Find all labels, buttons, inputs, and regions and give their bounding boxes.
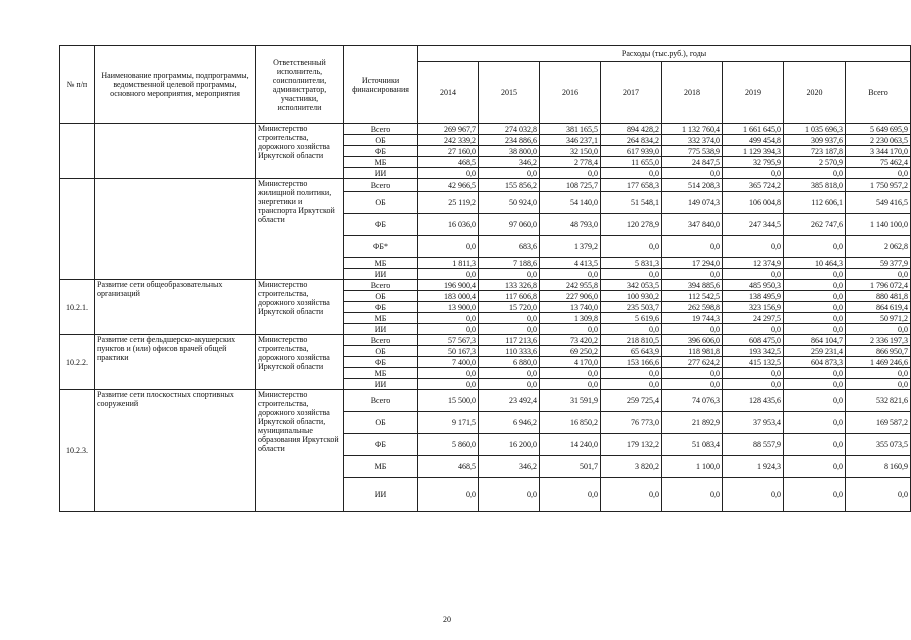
- amount-year: 0,0: [540, 478, 601, 512]
- amount-year: 149 074,3: [662, 192, 723, 214]
- amount-year: 50 167,3: [418, 346, 479, 357]
- funding-source: ИИ: [344, 478, 418, 512]
- amount-year: 259 231,4: [784, 346, 846, 357]
- amount-total: 1 469 246,6: [846, 357, 911, 368]
- amount-total: 2 062,8: [846, 236, 911, 258]
- table-row: [60, 335, 911, 346]
- amount-total: 1 750 957,2: [846, 179, 911, 192]
- amount-year: 117 606,8: [479, 291, 540, 302]
- amount-year: 1 132 760,4: [662, 124, 723, 135]
- amount-year: 0,0: [784, 236, 846, 258]
- amount-year: 332 374,0: [662, 135, 723, 146]
- amount-year: 0,0: [784, 390, 846, 412]
- program-name: Развитие сети фельдшерско-акушерских пунктов и (или) офисов врачей общей практики: [95, 335, 256, 390]
- amount-year: 394 885,6: [662, 280, 723, 291]
- amount-year: 97 060,0: [479, 214, 540, 236]
- amount-year: 0,0: [662, 236, 723, 258]
- amount-year: 501,7: [540, 456, 601, 478]
- amount-total: 5 649 695,9: [846, 124, 911, 135]
- amount-total: 0,0: [846, 324, 911, 335]
- funding-source: ОБ: [344, 291, 418, 302]
- program-name: [95, 179, 256, 280]
- amount-year: 100 930,2: [601, 291, 662, 302]
- amount-year: 617 939,0: [601, 146, 662, 157]
- amount-year: 24 847,5: [662, 157, 723, 168]
- header-year: 2016: [540, 62, 601, 124]
- funding-source: ИИ: [344, 379, 418, 390]
- amount-year: 864 104,7: [784, 335, 846, 346]
- funding-source: МБ: [344, 157, 418, 168]
- amount-total: 8 160,9: [846, 456, 911, 478]
- amount-year: 0,0: [418, 313, 479, 324]
- amount-year: 0,0: [540, 269, 601, 280]
- amount-year: 262 747,6: [784, 214, 846, 236]
- amount-year: 262 598,8: [662, 302, 723, 313]
- amount-year: 499 454,8: [723, 135, 784, 146]
- funding-source: ФБ: [344, 214, 418, 236]
- funding-source: Всего: [344, 280, 418, 291]
- amount-year: 242 955,8: [540, 280, 601, 291]
- amount-year: 57 567,3: [418, 335, 479, 346]
- amount-year: 1 035 696,3: [784, 124, 846, 135]
- amount-year: 7 400,0: [418, 357, 479, 368]
- amount-year: 396 606,0: [662, 335, 723, 346]
- amount-year: 0,0: [784, 478, 846, 512]
- amount-year: 0,0: [601, 269, 662, 280]
- amount-year: 0,0: [418, 478, 479, 512]
- amount-year: 894 428,2: [601, 124, 662, 135]
- amount-year: 468,5: [418, 456, 479, 478]
- amount-year: 15 500,0: [418, 390, 479, 412]
- budget-table: [59, 45, 911, 512]
- table-body: [60, 124, 911, 512]
- amount-year: 0,0: [479, 478, 540, 512]
- amount-year: 16 036,0: [418, 214, 479, 236]
- amount-year: 16 200,0: [479, 434, 540, 456]
- amount-year: 73 420,2: [540, 335, 601, 346]
- amount-year: 775 538,9: [662, 146, 723, 157]
- amount-year: 1 661 645,0: [723, 124, 784, 135]
- header-program-name: Наименование программы, подпрограммы, ведомственной целевой программы, основного мероприятия, мероприятия: [95, 46, 256, 124]
- amount-year: 0,0: [601, 478, 662, 512]
- amount-year: 16 850,2: [540, 412, 601, 434]
- amount-year: 112 606,1: [784, 192, 846, 214]
- amount-year: 7 188,6: [479, 258, 540, 269]
- amount-year: 309 937,6: [784, 135, 846, 146]
- amount-year: 0,0: [723, 478, 784, 512]
- amount-year: 242 339,2: [418, 135, 479, 146]
- amount-year: 2 778,4: [540, 157, 601, 168]
- amount-year: 133 326,8: [479, 280, 540, 291]
- header-year: 2020: [784, 62, 846, 124]
- amount-year: 0,0: [662, 324, 723, 335]
- amount-year: 19 744,3: [662, 313, 723, 324]
- amount-year: 42 966,5: [418, 179, 479, 192]
- header-total: Всего: [846, 62, 911, 124]
- amount-year: 5 831,3: [601, 258, 662, 269]
- amount-year: 385 818,0: [784, 179, 846, 192]
- amount-year: 0,0: [479, 379, 540, 390]
- amount-year: 0,0: [784, 313, 846, 324]
- amount-year: 342 053,5: [601, 280, 662, 291]
- amount-year: 32 795,9: [723, 157, 784, 168]
- amount-total: 1 140 100,0: [846, 214, 911, 236]
- amount-year: 1 924,3: [723, 456, 784, 478]
- amount-year: 1 129 394,3: [723, 146, 784, 157]
- amount-year: 0,0: [784, 291, 846, 302]
- amount-year: 0,0: [601, 324, 662, 335]
- amount-year: 9 171,5: [418, 412, 479, 434]
- funding-source: ИИ: [344, 269, 418, 280]
- amount-year: 13 900,0: [418, 302, 479, 313]
- amount-year: 1 811,3: [418, 258, 479, 269]
- amount-year: 193 342,5: [723, 346, 784, 357]
- amount-year: 0,0: [418, 269, 479, 280]
- item-number: 10.2.3.: [60, 390, 95, 512]
- amount-year: 4 170,0: [540, 357, 601, 368]
- amount-year: 227 906,0: [540, 291, 601, 302]
- amount-year: 0,0: [479, 269, 540, 280]
- amount-year: 51 083,4: [662, 434, 723, 456]
- header-year: 2015: [479, 62, 540, 124]
- amount-year: 0,0: [540, 368, 601, 379]
- amount-year: 381 165,5: [540, 124, 601, 135]
- amount-year: 235 503,7: [601, 302, 662, 313]
- amount-year: 0,0: [662, 368, 723, 379]
- amount-year: 25 119,2: [418, 192, 479, 214]
- amount-year: 0,0: [601, 168, 662, 179]
- program-name: Развитие сети общеобразовательных организаций: [95, 280, 256, 335]
- responsible-executor: Министерство жилищной политики, энергетики и транспорта Иркутской области: [256, 179, 344, 280]
- item-number: 10.2.2.: [60, 335, 95, 390]
- header-funding-source: Источники финансирования: [344, 46, 418, 124]
- amount-year: 37 953,4: [723, 412, 784, 434]
- amount-total: 2 230 063,5: [846, 135, 911, 146]
- amount-year: 608 475,0: [723, 335, 784, 346]
- amount-total: 2 336 197,3: [846, 335, 911, 346]
- amount-year: 274 032,8: [479, 124, 540, 135]
- amount-year: 485 950,3: [723, 280, 784, 291]
- amount-year: 31 591,9: [540, 390, 601, 412]
- funding-source: ИИ: [344, 168, 418, 179]
- amount-year: 0,0: [418, 324, 479, 335]
- amount-year: 0,0: [784, 269, 846, 280]
- amount-year: 10 464,3: [784, 258, 846, 269]
- funding-source: Всего: [344, 335, 418, 346]
- amount-year: 346 237,1: [540, 135, 601, 146]
- amount-year: 415 132,5: [723, 357, 784, 368]
- amount-year: 6 946,2: [479, 412, 540, 434]
- amount-year: 0,0: [723, 368, 784, 379]
- amount-year: 196 900,4: [418, 280, 479, 291]
- amount-total: 75 462,4: [846, 157, 911, 168]
- amount-year: 21 892,9: [662, 412, 723, 434]
- amount-year: 269 967,7: [418, 124, 479, 135]
- amount-year: 264 834,2: [601, 135, 662, 146]
- amount-year: 0,0: [479, 368, 540, 379]
- amount-year: 0,0: [784, 456, 846, 478]
- funding-source: Всего: [344, 124, 418, 135]
- amount-year: 27 160,0: [418, 146, 479, 157]
- funding-source: ФБ: [344, 434, 418, 456]
- amount-year: 179 132,2: [601, 434, 662, 456]
- header-expenses: Расходы (тыс.руб.), годы: [418, 46, 911, 62]
- amount-total: 1 796 072,4: [846, 280, 911, 291]
- amount-year: 0,0: [784, 368, 846, 379]
- page-number: 20: [443, 615, 451, 624]
- amount-year: 683,6: [479, 236, 540, 258]
- responsible-executor: Министерство строительства, дорожного хозяйства Иркутской области, муниципальные образования Иркутской области: [256, 390, 344, 512]
- amount-year: 15 720,0: [479, 302, 540, 313]
- amount-year: 2 570,9: [784, 157, 846, 168]
- amount-year: 108 725,7: [540, 179, 601, 192]
- amount-year: 0,0: [540, 379, 601, 390]
- funding-source: ОБ: [344, 346, 418, 357]
- amount-year: 365 724,2: [723, 179, 784, 192]
- amount-year: 3 820,2: [601, 456, 662, 478]
- table-row: [60, 390, 911, 412]
- amount-year: 117 213,6: [479, 335, 540, 346]
- amount-total: 0,0: [846, 478, 911, 512]
- amount-year: 234 886,6: [479, 135, 540, 146]
- amount-year: 106 004,8: [723, 192, 784, 214]
- amount-year: 0,0: [479, 313, 540, 324]
- amount-year: 514 208,3: [662, 179, 723, 192]
- program-name: [95, 124, 256, 179]
- amount-year: 0,0: [662, 269, 723, 280]
- amount-total: 0,0: [846, 269, 911, 280]
- amount-year: 6 880,0: [479, 357, 540, 368]
- item-number: [60, 179, 95, 280]
- amount-year: 323 156,9: [723, 302, 784, 313]
- amount-year: 13 740,0: [540, 302, 601, 313]
- amount-year: 0,0: [540, 324, 601, 335]
- amount-year: 0,0: [540, 168, 601, 179]
- amount-total: 0,0: [846, 368, 911, 379]
- amount-year: 54 140,0: [540, 192, 601, 214]
- amount-total: 50 971,2: [846, 313, 911, 324]
- amount-year: 0,0: [784, 302, 846, 313]
- header-year: 2017: [601, 62, 662, 124]
- funding-source: ОБ: [344, 192, 418, 214]
- responsible-executor: Министерство строительства, дорожного хозяйства Иркутской области: [256, 335, 344, 390]
- amount-year: 0,0: [784, 434, 846, 456]
- amount-total: 169 587,2: [846, 412, 911, 434]
- amount-year: 0,0: [723, 324, 784, 335]
- amount-year: 0,0: [723, 269, 784, 280]
- amount-total: 0,0: [846, 168, 911, 179]
- amount-year: 0,0: [662, 168, 723, 179]
- table-header: [60, 46, 911, 124]
- amount-year: 0,0: [784, 412, 846, 434]
- amount-year: 259 725,4: [601, 390, 662, 412]
- funding-source: ФБ*: [344, 236, 418, 258]
- header-responsible: Ответственный исполнитель, соисполнители, администратор, участники, исполнители: [256, 46, 344, 124]
- funding-source: ФБ: [344, 302, 418, 313]
- amount-total: 355 073,5: [846, 434, 911, 456]
- amount-total: 0,0: [846, 379, 911, 390]
- program-name: Развитие сети плоскостных спортивных сооружений: [95, 390, 256, 512]
- amount-year: 76 773,0: [601, 412, 662, 434]
- amount-year: 247 344,5: [723, 214, 784, 236]
- amount-total: 59 377,9: [846, 258, 911, 269]
- amount-year: 604 873,3: [784, 357, 846, 368]
- amount-year: 120 278,9: [601, 214, 662, 236]
- funding-source: МБ: [344, 313, 418, 324]
- amount-year: 23 492,4: [479, 390, 540, 412]
- funding-source: ФБ: [344, 357, 418, 368]
- amount-year: 5 619,6: [601, 313, 662, 324]
- funding-source: Всего: [344, 179, 418, 192]
- funding-source: ФБ: [344, 146, 418, 157]
- amount-year: 0,0: [784, 280, 846, 291]
- amount-year: 1 379,2: [540, 236, 601, 258]
- funding-source: Всего: [344, 390, 418, 412]
- amount-year: 346,2: [479, 456, 540, 478]
- responsible-executor: Министерство строительства, дорожного хозяйства Иркутской области: [256, 124, 344, 179]
- amount-year: 14 240,0: [540, 434, 601, 456]
- responsible-executor: Министерство строительства, дорожного хозяйства Иркутской области: [256, 280, 344, 335]
- amount-year: 0,0: [418, 168, 479, 179]
- amount-year: 110 333,6: [479, 346, 540, 357]
- amount-year: 5 860,0: [418, 434, 479, 456]
- amount-year: 155 856,2: [479, 179, 540, 192]
- amount-year: 0,0: [479, 168, 540, 179]
- amount-year: 4 413,5: [540, 258, 601, 269]
- amount-year: 138 495,9: [723, 291, 784, 302]
- amount-year: 183 000,4: [418, 291, 479, 302]
- amount-year: 32 150,0: [540, 146, 601, 157]
- amount-year: 1 100,0: [662, 456, 723, 478]
- amount-total: 864 619,4: [846, 302, 911, 313]
- header-year: 2014: [418, 62, 479, 124]
- amount-year: 0,0: [418, 368, 479, 379]
- amount-year: 88 557,9: [723, 434, 784, 456]
- amount-year: 0,0: [479, 324, 540, 335]
- amount-year: 17 294,0: [662, 258, 723, 269]
- amount-year: 0,0: [601, 236, 662, 258]
- amount-year: 48 793,0: [540, 214, 601, 236]
- amount-year: 0,0: [784, 379, 846, 390]
- amount-year: 24 297,5: [723, 313, 784, 324]
- table-row: [60, 124, 911, 135]
- header-year: 2018: [662, 62, 723, 124]
- amount-year: 0,0: [662, 478, 723, 512]
- amount-year: 0,0: [601, 368, 662, 379]
- amount-year: 1 309,8: [540, 313, 601, 324]
- amount-year: 346,2: [479, 157, 540, 168]
- amount-year: 723 187,8: [784, 146, 846, 157]
- amount-year: 0,0: [723, 168, 784, 179]
- funding-source: МБ: [344, 258, 418, 269]
- amount-year: 277 624,2: [662, 357, 723, 368]
- amount-year: 177 658,3: [601, 179, 662, 192]
- funding-source: МБ: [344, 368, 418, 379]
- amount-year: 74 076,3: [662, 390, 723, 412]
- item-number: 10.2.1.: [60, 280, 95, 335]
- amount-year: 11 655,0: [601, 157, 662, 168]
- amount-year: 128 435,6: [723, 390, 784, 412]
- amount-year: 12 374,9: [723, 258, 784, 269]
- amount-year: 347 840,0: [662, 214, 723, 236]
- amount-total: 549 416,5: [846, 192, 911, 214]
- amount-total: 532 821,6: [846, 390, 911, 412]
- amount-year: 51 548,1: [601, 192, 662, 214]
- amount-year: 0,0: [784, 324, 846, 335]
- table-row: [60, 179, 911, 192]
- amount-year: 0,0: [723, 236, 784, 258]
- amount-year: 0,0: [418, 236, 479, 258]
- amount-year: 0,0: [662, 379, 723, 390]
- header-number: № п/п: [60, 46, 95, 124]
- amount-year: 112 542,5: [662, 291, 723, 302]
- amount-year: 0,0: [418, 379, 479, 390]
- amount-year: 50 924,0: [479, 192, 540, 214]
- amount-total: 880 481,8: [846, 291, 911, 302]
- funding-source: ИИ: [344, 324, 418, 335]
- amount-year: 0,0: [601, 379, 662, 390]
- funding-source: ОБ: [344, 135, 418, 146]
- amount-year: 218 810,5: [601, 335, 662, 346]
- funding-source: МБ: [344, 456, 418, 478]
- amount-total: 3 344 170,0: [846, 146, 911, 157]
- item-number: [60, 124, 95, 179]
- amount-year: 38 800,0: [479, 146, 540, 157]
- funding-source: ОБ: [344, 412, 418, 434]
- amount-total: 866 950,7: [846, 346, 911, 357]
- header-year: 2019: [723, 62, 784, 124]
- table-row: [60, 280, 911, 291]
- amount-year: 69 250,2: [540, 346, 601, 357]
- amount-year: 0,0: [784, 168, 846, 179]
- amount-year: 468,5: [418, 157, 479, 168]
- amount-year: 153 166,6: [601, 357, 662, 368]
- amount-year: 118 981,8: [662, 346, 723, 357]
- amount-year: 65 643,9: [601, 346, 662, 357]
- amount-year: 0,0: [723, 379, 784, 390]
